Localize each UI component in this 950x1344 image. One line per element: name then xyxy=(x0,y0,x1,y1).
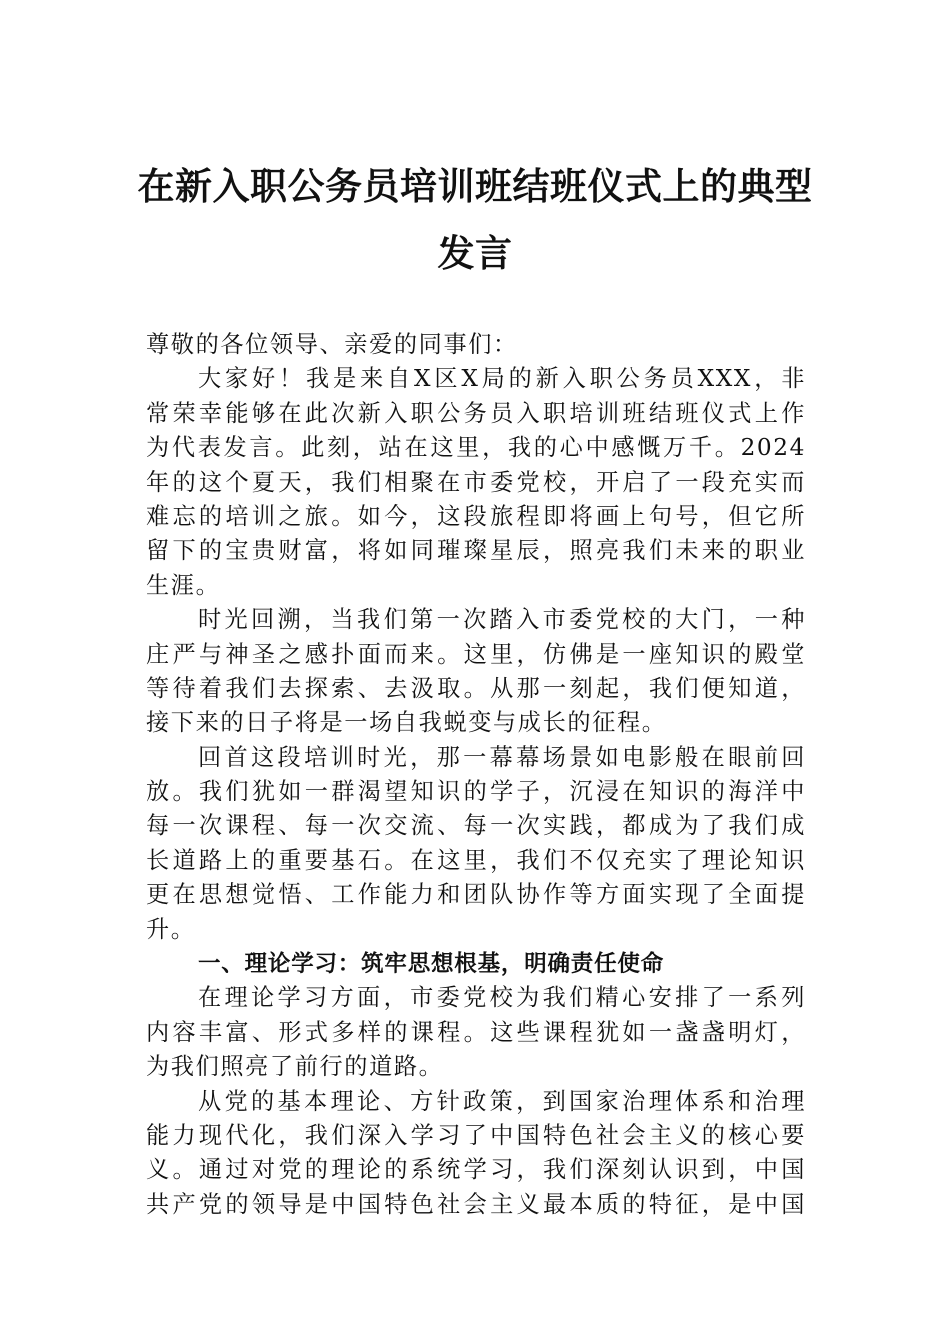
paragraph-line: 为代表发言。此刻，站在这里，我的心中感慨万千。2024 xyxy=(146,434,806,462)
paragraph-line: 长道路上的重要基石。在这里，我们不仅充实了理论知识 xyxy=(146,846,806,874)
paragraph-line: 等待着我们去探索、去汲取。从那一刻起，我们便知道， xyxy=(146,674,806,702)
paragraph-line: 内容丰富、形式多样的课程。这些课程犹如一盏盏明灯， xyxy=(146,1018,806,1046)
paragraph-line: 尊敬的各位领导、亲爱的同事们： xyxy=(146,331,518,358)
document-title-line-1: 在新入职公务员培训班结班仪式上的典型 xyxy=(137,164,813,208)
paragraph-line: 放。我们犹如一群渴望知识的学子，沉浸在知识的海洋中 xyxy=(146,778,806,806)
paragraph-line: 能力现代化，我们深入学习了中国特色社会主义的核心要 xyxy=(146,1121,806,1149)
document-title-line-2: 发言 xyxy=(437,231,513,275)
paragraph-line: 每一次课程、每一次交流、每一次实践，都成为了我们成 xyxy=(146,812,806,840)
paragraph-line: 时光回溯，当我们第一次踏入市委党校的大门，一种 xyxy=(198,606,806,634)
paragraph-line: 难忘的培训之旅。如今，这段旅程即将画上句号，但它所 xyxy=(146,502,806,530)
paragraph-line: 为我们照亮了前行的道路。 xyxy=(146,1053,444,1081)
paragraph-line: 庄严与神圣之感扑面而来。这里，仿佛是一座知识的殿堂 xyxy=(146,640,806,668)
paragraph-line: 更在思想觉悟、工作能力和团队协作等方面实现了全面提 xyxy=(146,881,806,909)
section-heading: 一、理论学习：筑牢思想根基，明确责任使命 xyxy=(198,951,665,978)
paragraph-line: 共产党的领导是中国特色社会主义最本质的特征，是中国 xyxy=(146,1190,806,1218)
paragraph-line: 升。 xyxy=(146,915,196,943)
paragraph-line: 常荣幸能够在此次新入职公务员入职培训班结班仪式上作 xyxy=(146,399,806,427)
paragraph-line: 大家好！我是来自X区X局的新入职公务员XXX，非 xyxy=(198,365,806,393)
paragraph-line: 生涯。 xyxy=(146,571,221,599)
paragraph-line: 年的这个夏天，我们相聚在市委党校，开启了一段充实而 xyxy=(146,468,806,496)
document-body xyxy=(146,328,806,1222)
paragraph-line: 从党的基本理论、方针政策，到国家治理体系和治理 xyxy=(198,1087,806,1115)
paragraph-line: 留下的宝贵财富，将如同璀璨星辰，照亮我们未来的职业 xyxy=(146,537,806,565)
paragraph-line: 回首这段培训时光，那一幕幕场景如电影般在眼前回 xyxy=(198,743,806,771)
paragraph-line: 接下来的日子将是一场自我蜕变与成长的征程。 xyxy=(146,709,667,737)
paragraph-line: 义。通过对党的理论的系统学习，我们深刻认识到，中国 xyxy=(146,1156,806,1184)
paragraph-line: 在理论学习方面，市委党校为我们精心安排了一系列 xyxy=(198,984,806,1012)
